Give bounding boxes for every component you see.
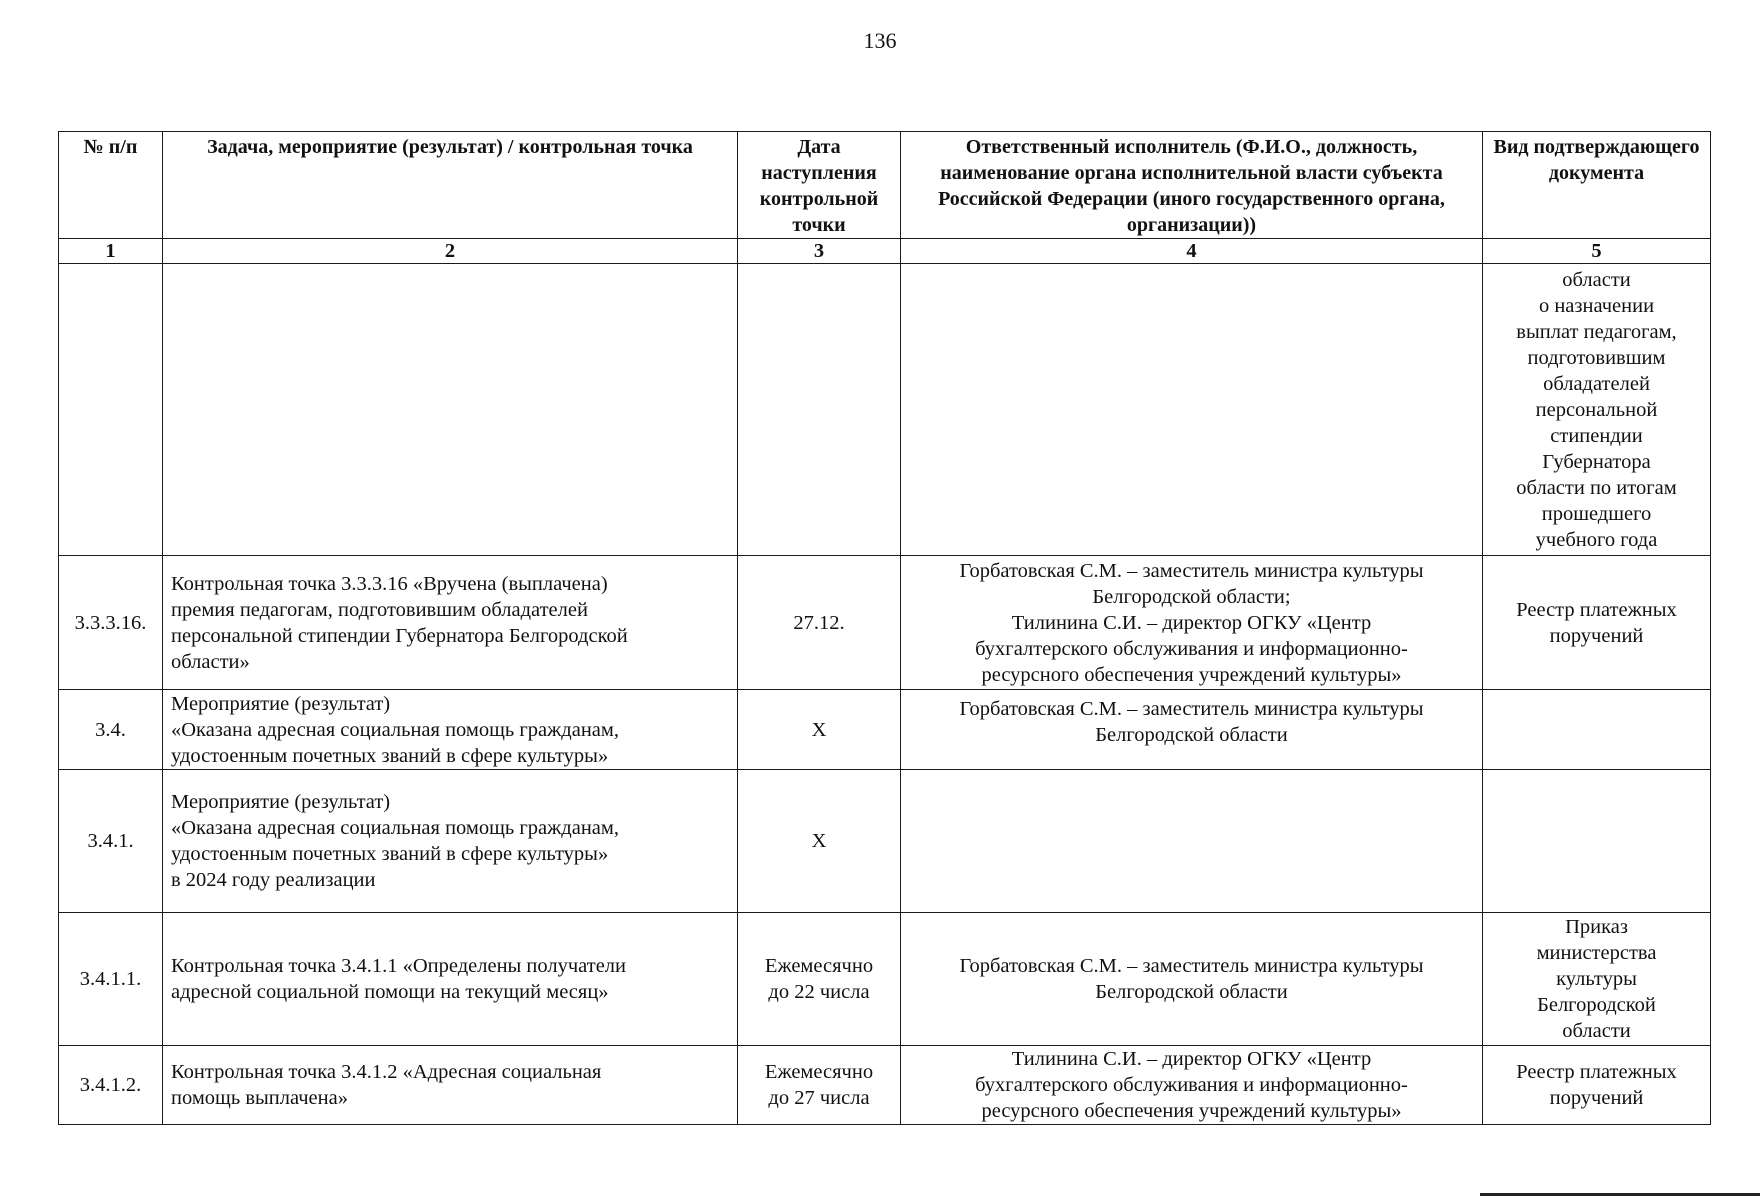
row-date: Ежемесячно до 22 числа — [738, 913, 901, 1046]
row-number: 3.4. — [59, 690, 163, 770]
page-number: 136 — [863, 28, 897, 53]
row-responsible: Горбатовская С.М. – заместитель министра культуры Белгородской области; Тилинина С.И. – директор ОГКУ «Центр бухгалтерского обслуживания и информационно- ресурсного обеспечения учреждений культуры» — [901, 556, 1483, 690]
row-date: X — [738, 770, 901, 913]
row-number: 3.4.1. — [59, 770, 163, 913]
row-document — [1483, 770, 1711, 913]
row-task — [163, 264, 738, 556]
column-number: 2 — [163, 239, 738, 264]
header-date: Дата наступления контрольной точки — [738, 132, 901, 239]
header-num: № п/п — [59, 132, 163, 239]
row-task: Мероприятие (результат) «Оказана адресная социальная помощь гражданам, удостоенным почетных званий в сфере культуры» — [163, 690, 738, 770]
row-responsible — [901, 770, 1483, 913]
row-document: области о назначении выплат педагогам, подготовившим обладателей персональной стипендии Губернатора области по итогам прошедшего учебного года — [1483, 264, 1711, 556]
row-document: Реестр платежных поручений — [1483, 1046, 1711, 1125]
table-row — [59, 556, 1711, 690]
header-row — [59, 132, 1711, 239]
column-number-row — [59, 239, 1711, 264]
column-number: 3 — [738, 239, 901, 264]
header-document: Вид подтверждающего документа — [1483, 132, 1711, 239]
row-task: Мероприятие (результат) «Оказана адресная социальная помощь гражданам, удостоенным почетных званий в сфере культуры» в 2024 году реализации — [163, 770, 738, 913]
row-document: Приказ министерства культуры Белгородской области — [1483, 913, 1711, 1046]
row-number — [59, 264, 163, 556]
row-date: Ежемесячно до 27 числа — [738, 1046, 901, 1125]
table-row — [59, 770, 1711, 913]
header-responsible: Ответственный исполнитель (Ф.И.О., должность, наименование органа исполнительной власти субъекта Российской Федерации (иного государственного органа, организации)) — [901, 132, 1483, 239]
row-date — [738, 264, 901, 556]
row-responsible — [901, 264, 1483, 556]
row-number: 3.3.3.16. — [59, 556, 163, 690]
row-responsible: Тилинина С.И. – директор ОГКУ «Центр бухгалтерского обслуживания и информационно- ресурсного обеспечения учреждений культуры» — [901, 1046, 1483, 1125]
row-number: 3.4.1.2. — [59, 1046, 163, 1125]
table-row — [59, 690, 1711, 770]
column-number: 5 — [1483, 239, 1711, 264]
column-number: 1 — [59, 239, 163, 264]
control-points-table — [58, 131, 1711, 1125]
row-date: X — [738, 690, 901, 770]
column-number: 4 — [901, 239, 1483, 264]
row-document — [1483, 690, 1711, 770]
row-task: Контрольная точка 3.4.1.2 «Адресная социальная помощь выплачена» — [163, 1046, 738, 1125]
table-row — [59, 913, 1711, 1046]
table-row — [59, 264, 1711, 556]
row-responsible: Горбатовская С.М. – заместитель министра культуры Белгородской области — [901, 913, 1483, 1046]
row-task: Контрольная точка 3.4.1.1 «Определены получатели адресной социальной помощи на текущий месяц» — [163, 913, 738, 1046]
row-number: 3.4.1.1. — [59, 913, 163, 1046]
scan-edge-line — [1480, 1193, 1760, 1196]
header-task: Задача, мероприятие (результат) / контрольная точка — [163, 132, 738, 239]
table-row — [59, 1046, 1711, 1125]
row-document: Реестр платежных поручений — [1483, 556, 1711, 690]
row-responsible: Горбатовская С.М. – заместитель министра культуры Белгородской области — [901, 690, 1483, 770]
row-date: 27.12. — [738, 556, 901, 690]
row-task: Контрольная точка 3.3.3.16 «Вручена (выплачена) премия педагогам, подготовившим обладателей персональной стипендии Губернатора Белгородской области» — [163, 556, 738, 690]
